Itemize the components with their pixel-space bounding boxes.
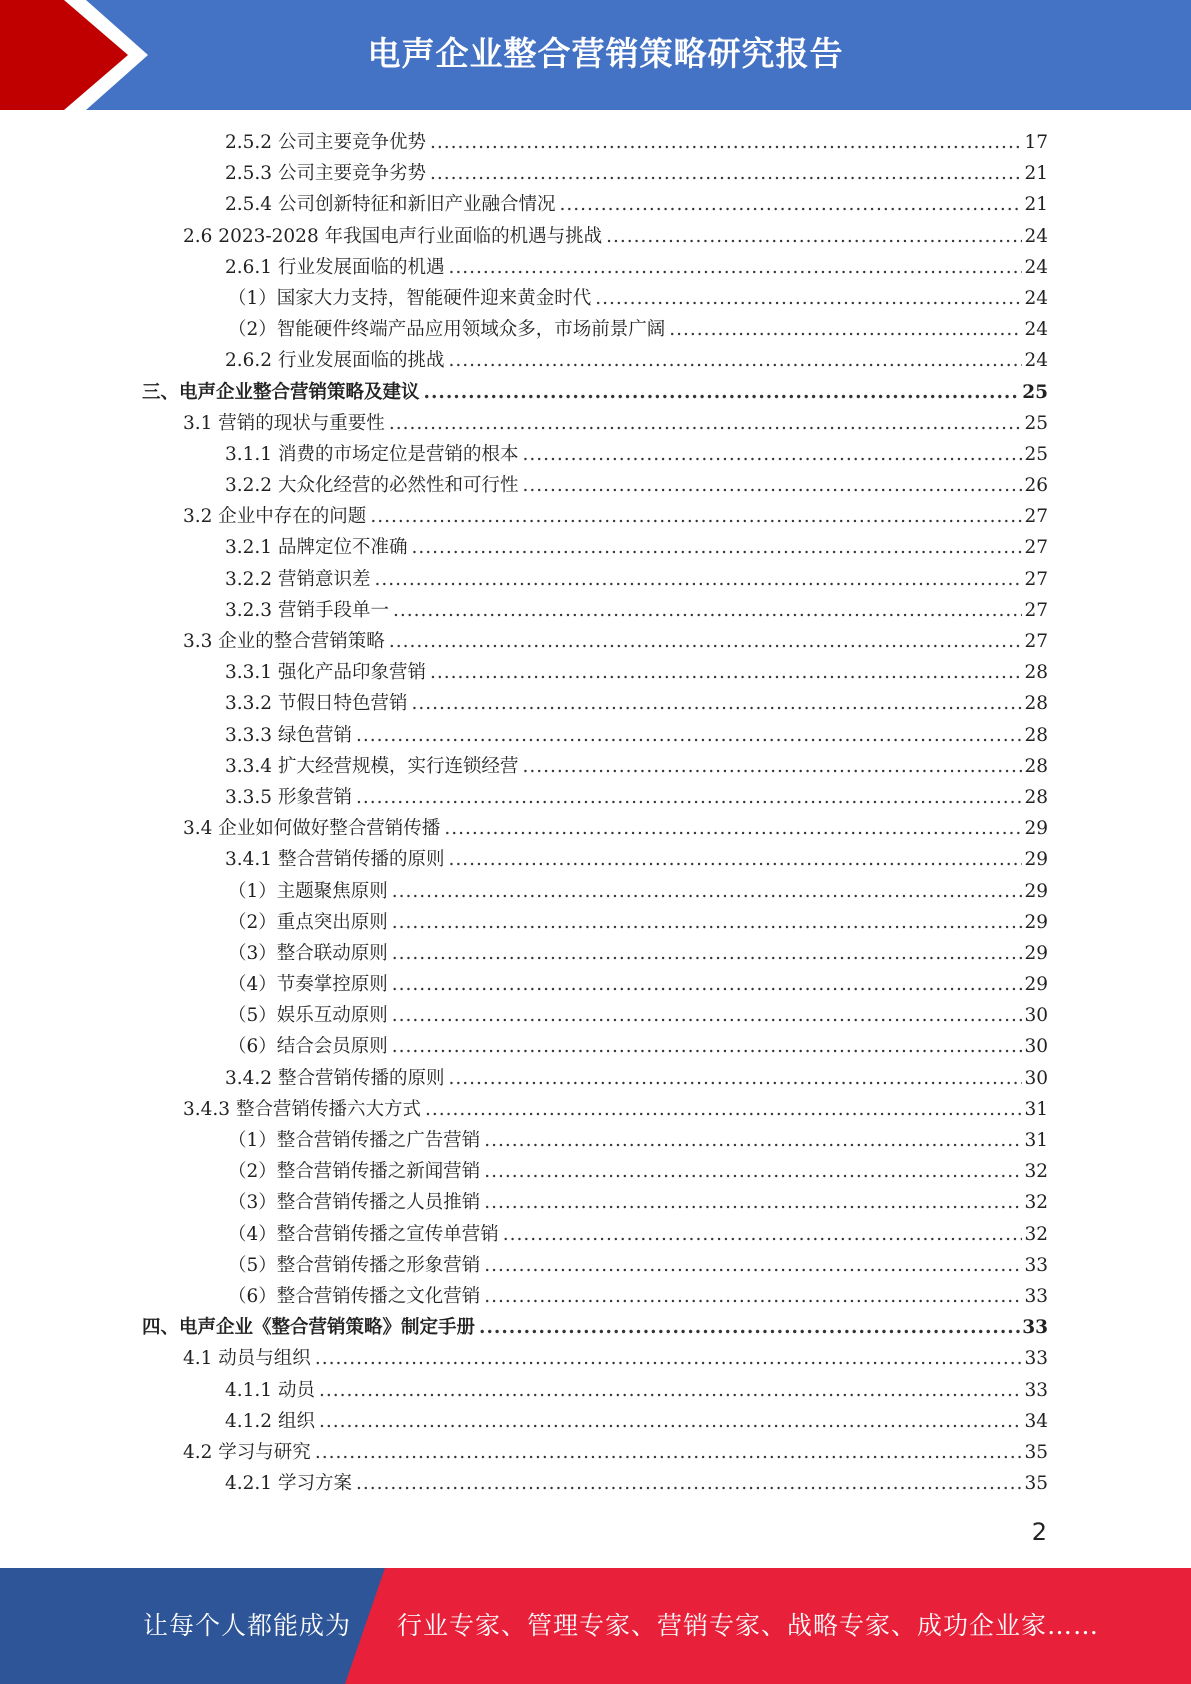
toc-entry-page: 30 bbox=[1024, 1005, 1048, 1027]
toc-entry[interactable] bbox=[0, 377, 1048, 408]
toc-entry-label: （4）整合营销传播之宣传单营销 bbox=[228, 1223, 499, 1245]
toc-entry[interactable] bbox=[0, 1437, 1048, 1468]
toc-leader-dots bbox=[484, 1187, 1022, 1218]
toc-leader-dots bbox=[392, 938, 1023, 969]
toc-leader-dots bbox=[374, 564, 1022, 595]
toc-entry[interactable] bbox=[0, 657, 1048, 688]
toc-leader-dots bbox=[559, 189, 1022, 220]
toc-entry[interactable] bbox=[0, 501, 1048, 532]
toc-entry-label: 4.1.1 动员 bbox=[225, 1379, 315, 1401]
toc-leader-dots bbox=[392, 969, 1023, 1000]
toc-entry-label: 3.4.2 整合营销传播的原则 bbox=[225, 1067, 445, 1089]
toc-leader-dots bbox=[389, 626, 1023, 657]
toc-entry-page: 32 bbox=[1024, 1161, 1048, 1183]
toc-leader-dots bbox=[356, 1468, 1023, 1499]
toc-entry-label: 四、电声企业《整合营销策略》制定手册 bbox=[142, 1317, 476, 1339]
toc-entry-page: 21 bbox=[1024, 163, 1048, 185]
toc-leader-dots bbox=[484, 1250, 1022, 1281]
toc-entry-label: （3）整合联动原则 bbox=[228, 942, 388, 964]
toc-entry[interactable] bbox=[0, 813, 1048, 844]
toc-entry[interactable] bbox=[0, 470, 1048, 501]
toc-leader-dots bbox=[479, 1312, 1020, 1343]
toc-entry[interactable] bbox=[0, 1063, 1048, 1094]
toc-entry[interactable] bbox=[0, 532, 1048, 563]
toc-entry-page: 33 bbox=[1022, 1317, 1048, 1339]
toc-leader-dots bbox=[319, 1406, 1023, 1437]
toc-entry[interactable] bbox=[0, 314, 1048, 345]
toc-entry[interactable] bbox=[0, 1312, 1048, 1343]
toc-entry-label: （1）整合营销传播之广告营销 bbox=[228, 1130, 481, 1151]
toc-entry-label: 3.1 营销的现状与重要性 bbox=[183, 412, 385, 434]
toc-entry-label: （3）整合营销传播之人员推销 bbox=[228, 1192, 481, 1214]
toc-entry[interactable] bbox=[0, 221, 1048, 252]
toc-entry[interactable] bbox=[0, 1406, 1048, 1437]
toc-leader-dots bbox=[392, 1031, 1023, 1062]
toc-entry-label: 3.4.1 整合营销传播的原则 bbox=[225, 849, 445, 871]
toc-entry-page: 26 bbox=[1024, 475, 1048, 497]
toc-entry[interactable] bbox=[0, 252, 1048, 283]
toc-entry-page: 29 bbox=[1024, 818, 1048, 840]
toc-entry-page: 33 bbox=[1024, 1348, 1048, 1370]
toc-entry-page: 25 bbox=[1024, 412, 1048, 434]
toc-entry-label: 4.1 动员与组织 bbox=[183, 1348, 311, 1370]
toc-entry-label: 4.2 学习与研究 bbox=[183, 1441, 311, 1463]
toc-entry[interactable] bbox=[0, 626, 1048, 657]
toc-entry-page: 31 bbox=[1024, 1130, 1048, 1151]
toc-entry-label: 2.5.3 公司主要竞争劣势 bbox=[225, 163, 426, 185]
toc-entry[interactable] bbox=[0, 751, 1048, 782]
toc-entry-page: 28 bbox=[1024, 724, 1048, 746]
toc-entry-page: 30 bbox=[1024, 1036, 1048, 1058]
toc-leader-dots bbox=[392, 876, 1023, 907]
toc-leader-dots bbox=[393, 595, 1022, 626]
toc-leader-dots bbox=[606, 221, 1022, 252]
toc-leader-dots bbox=[315, 1437, 1023, 1468]
toc-leader-dots bbox=[522, 439, 1022, 470]
toc-entry-page: 29 bbox=[1024, 974, 1048, 996]
toc-entry-label: 3.2.1 品牌定位不准确 bbox=[225, 537, 408, 559]
toc-entry[interactable] bbox=[0, 876, 1048, 907]
toc-entry-page: 31 bbox=[1024, 1098, 1048, 1120]
toc-entry-page: 27 bbox=[1024, 568, 1048, 590]
toc-leader-dots bbox=[669, 314, 1022, 345]
toc-entry-page: 35 bbox=[1024, 1441, 1048, 1463]
toc-entry[interactable] bbox=[0, 408, 1048, 439]
toc-entry-page: 24 bbox=[1024, 287, 1048, 309]
toc-entry-label: （5）娱乐互动原则 bbox=[228, 1005, 388, 1027]
toc-entry-label: 2.5.2 公司主要竞争优势 bbox=[225, 132, 426, 153]
toc-entry-label: 3.3.3 绿色营销 bbox=[225, 724, 352, 746]
toc-entry-page: 29 bbox=[1024, 849, 1048, 871]
toc-entry-page: 27 bbox=[1024, 537, 1048, 559]
toc-entry-page: 30 bbox=[1024, 1067, 1048, 1089]
toc-entry[interactable] bbox=[0, 1250, 1048, 1281]
toc-entry-page: 24 bbox=[1024, 350, 1048, 372]
toc-entry[interactable] bbox=[0, 439, 1048, 470]
table-of-contents bbox=[0, 127, 1191, 1499]
toc-entry-label: 3.2.2 大众化经营的必然性和可行性 bbox=[225, 475, 519, 497]
report-title: 电声企业整合营销策略研究报告 bbox=[367, 34, 844, 73]
toc-leader-dots bbox=[425, 1094, 1022, 1125]
toc-leader-dots bbox=[392, 907, 1023, 938]
toc-entry[interactable] bbox=[0, 844, 1048, 875]
toc-entry-label: 3.3.2 节假日特色营销 bbox=[225, 693, 408, 715]
toc-entry[interactable] bbox=[0, 720, 1048, 751]
toc-entry-label: 3.2.2 营销意识差 bbox=[225, 568, 371, 590]
toc-entry[interactable] bbox=[0, 1187, 1048, 1218]
toc-entry-label: （6）整合营销传播之文化营销 bbox=[228, 1285, 481, 1307]
toc-leader-dots bbox=[444, 813, 1022, 844]
toc-leader-dots bbox=[370, 501, 1022, 532]
page-number: 2 bbox=[1031, 1518, 1047, 1546]
toc-entry-page: 27 bbox=[1024, 599, 1048, 621]
toc-leader-dots bbox=[411, 688, 1022, 719]
toc-entry-page: 28 bbox=[1024, 693, 1048, 715]
toc-entry-label: 2.6 2023-2028 年我国电声行业面临的机遇与挑战 bbox=[183, 225, 603, 247]
footer-slogan-left: 让每个人都能成为 bbox=[143, 1611, 352, 1640]
toc-entry-label: 3.3.5 形象营销 bbox=[225, 786, 352, 808]
toc-entry-label: （2）智能硬件终端产品应用领域众多，市场前景广阔 bbox=[228, 319, 666, 341]
toc-entry-label: （2）重点突出原则 bbox=[228, 911, 388, 933]
toc-entry[interactable] bbox=[0, 1468, 1048, 1499]
toc-entry-page: 27 bbox=[1024, 631, 1048, 652]
report-header bbox=[0, 0, 1191, 110]
toc-leader-dots bbox=[356, 782, 1023, 813]
toc-entry[interactable] bbox=[0, 345, 1048, 376]
toc-entry-label: （1）国家大力支持，智能硬件迎来黄金时代 bbox=[228, 287, 592, 309]
toc-entry-page: 21 bbox=[1024, 194, 1048, 216]
toc-entry-label: （4）节奏掌控原则 bbox=[228, 974, 388, 996]
toc-entry-page: 33 bbox=[1024, 1254, 1048, 1276]
toc-entry-page: 29 bbox=[1024, 942, 1048, 964]
toc-leader-dots bbox=[430, 127, 1022, 158]
toc-leader-dots bbox=[522, 751, 1022, 782]
toc-leader-dots bbox=[430, 657, 1022, 688]
toc-entry[interactable] bbox=[0, 158, 1048, 189]
toc-leader-dots bbox=[392, 1000, 1023, 1031]
toc-entry-page: 17 bbox=[1024, 132, 1048, 153]
toc-entry-label: 2.6.2 行业发展面临的挑战 bbox=[225, 350, 445, 372]
toc-leader-dots bbox=[522, 470, 1022, 501]
toc-entry[interactable] bbox=[0, 127, 1048, 158]
toc-leader-dots bbox=[484, 1125, 1022, 1156]
toc-leader-dots bbox=[448, 1063, 1022, 1094]
toc-entry-page: 33 bbox=[1024, 1379, 1048, 1401]
toc-entry-label: 3.4.3 整合营销传播六大方式 bbox=[183, 1098, 421, 1120]
toc-entry-label: 3.3.1 强化产品印象营销 bbox=[225, 662, 426, 684]
toc-entry-page: 25 bbox=[1022, 381, 1048, 403]
toc-entry[interactable] bbox=[0, 688, 1048, 719]
toc-entry-label: （1）主题聚焦原则 bbox=[228, 880, 388, 902]
toc-entry[interactable] bbox=[0, 1125, 1048, 1156]
toc-entry[interactable] bbox=[0, 782, 1048, 813]
footer-slogan-right: 行业专家、管理专家、营销专家、战略专家、成功企业家…… bbox=[397, 1611, 1100, 1640]
toc-entry-page: 32 bbox=[1024, 1223, 1048, 1245]
toc-entry-page: 29 bbox=[1024, 911, 1048, 933]
toc-leader-dots bbox=[503, 1219, 1023, 1250]
toc-leader-dots bbox=[448, 252, 1022, 283]
toc-leader-dots bbox=[448, 844, 1022, 875]
toc-entry-page: 24 bbox=[1024, 319, 1048, 341]
toc-entry-label: 3.1.1 消费的市场定位是营销的根本 bbox=[225, 443, 519, 465]
toc-entry-label: 3.3 企业的整合营销策略 bbox=[183, 631, 385, 652]
toc-entry[interactable] bbox=[0, 189, 1048, 220]
toc-entry[interactable] bbox=[0, 1343, 1048, 1374]
toc-entry[interactable] bbox=[0, 1375, 1048, 1406]
footer-banner bbox=[0, 1568, 1191, 1684]
toc-entry[interactable] bbox=[0, 564, 1048, 595]
toc-entry[interactable] bbox=[0, 595, 1048, 626]
toc-entry-label: 2.5.4 公司创新特征和新旧产业融合情况 bbox=[225, 194, 556, 216]
toc-leader-dots bbox=[424, 377, 1021, 408]
toc-leader-dots bbox=[484, 1156, 1022, 1187]
toc-leader-dots bbox=[315, 1343, 1023, 1374]
toc-entry-label: （5）整合营销传播之形象营销 bbox=[228, 1254, 481, 1276]
toc-entry-page: 27 bbox=[1024, 506, 1048, 528]
toc-entry-page: 33 bbox=[1024, 1285, 1048, 1307]
toc-entry[interactable] bbox=[0, 1094, 1048, 1125]
toc-entry-label: 3.3.4 扩大经营规模，实行连锁经营 bbox=[225, 755, 519, 777]
toc-leader-dots bbox=[411, 532, 1022, 563]
toc-entry[interactable] bbox=[0, 283, 1048, 314]
toc-entry-label: （6）结合会员原则 bbox=[228, 1036, 388, 1058]
toc-entry-page: 32 bbox=[1024, 1192, 1048, 1214]
toc-entry-page: 24 bbox=[1024, 256, 1048, 278]
toc-entry-page: 28 bbox=[1024, 662, 1048, 684]
toc-entry-label: 3.2.3 营销手段单一 bbox=[225, 599, 389, 621]
toc-leader-dots bbox=[484, 1281, 1022, 1312]
toc-leader-dots bbox=[319, 1375, 1023, 1406]
toc-entry-page: 28 bbox=[1024, 786, 1048, 808]
toc-entry-page: 29 bbox=[1024, 880, 1048, 902]
toc-entry[interactable] bbox=[0, 969, 1048, 1000]
toc-leader-dots bbox=[389, 408, 1023, 439]
toc-entry[interactable] bbox=[0, 1156, 1048, 1187]
toc-entry-page: 28 bbox=[1024, 755, 1048, 777]
toc-entry-label: 3.2 企业中存在的问题 bbox=[183, 506, 367, 528]
toc-entry-label: 三、电声企业整合营销策略及建议 bbox=[142, 381, 420, 403]
toc-leader-dots bbox=[595, 283, 1022, 314]
toc-entry[interactable] bbox=[0, 1219, 1048, 1250]
toc-entry[interactable] bbox=[0, 1281, 1048, 1312]
toc-entry-label: 2.6.1 行业发展面临的机遇 bbox=[225, 256, 445, 278]
toc-entry-page: 35 bbox=[1024, 1473, 1048, 1495]
toc-entry-label: （2）整合营销传播之新闻营销 bbox=[228, 1161, 481, 1183]
toc-entry-page: 24 bbox=[1024, 225, 1048, 247]
toc-entry-page: 25 bbox=[1024, 443, 1048, 465]
toc-leader-dots bbox=[448, 345, 1022, 376]
toc-entry[interactable] bbox=[0, 1000, 1048, 1031]
toc-leader-dots bbox=[430, 158, 1022, 189]
toc-entry[interactable] bbox=[0, 938, 1048, 969]
toc-entry-label: 3.4 企业如何做好整合营销传播 bbox=[183, 818, 441, 840]
toc-entry-label: 4.2.1 学习方案 bbox=[225, 1473, 352, 1495]
toc-entry-page: 34 bbox=[1024, 1410, 1048, 1432]
toc-entry[interactable] bbox=[0, 1031, 1048, 1062]
toc-entry[interactable] bbox=[0, 907, 1048, 938]
toc-leader-dots bbox=[356, 720, 1023, 751]
toc-entry-label: 4.1.2 组织 bbox=[225, 1410, 315, 1432]
